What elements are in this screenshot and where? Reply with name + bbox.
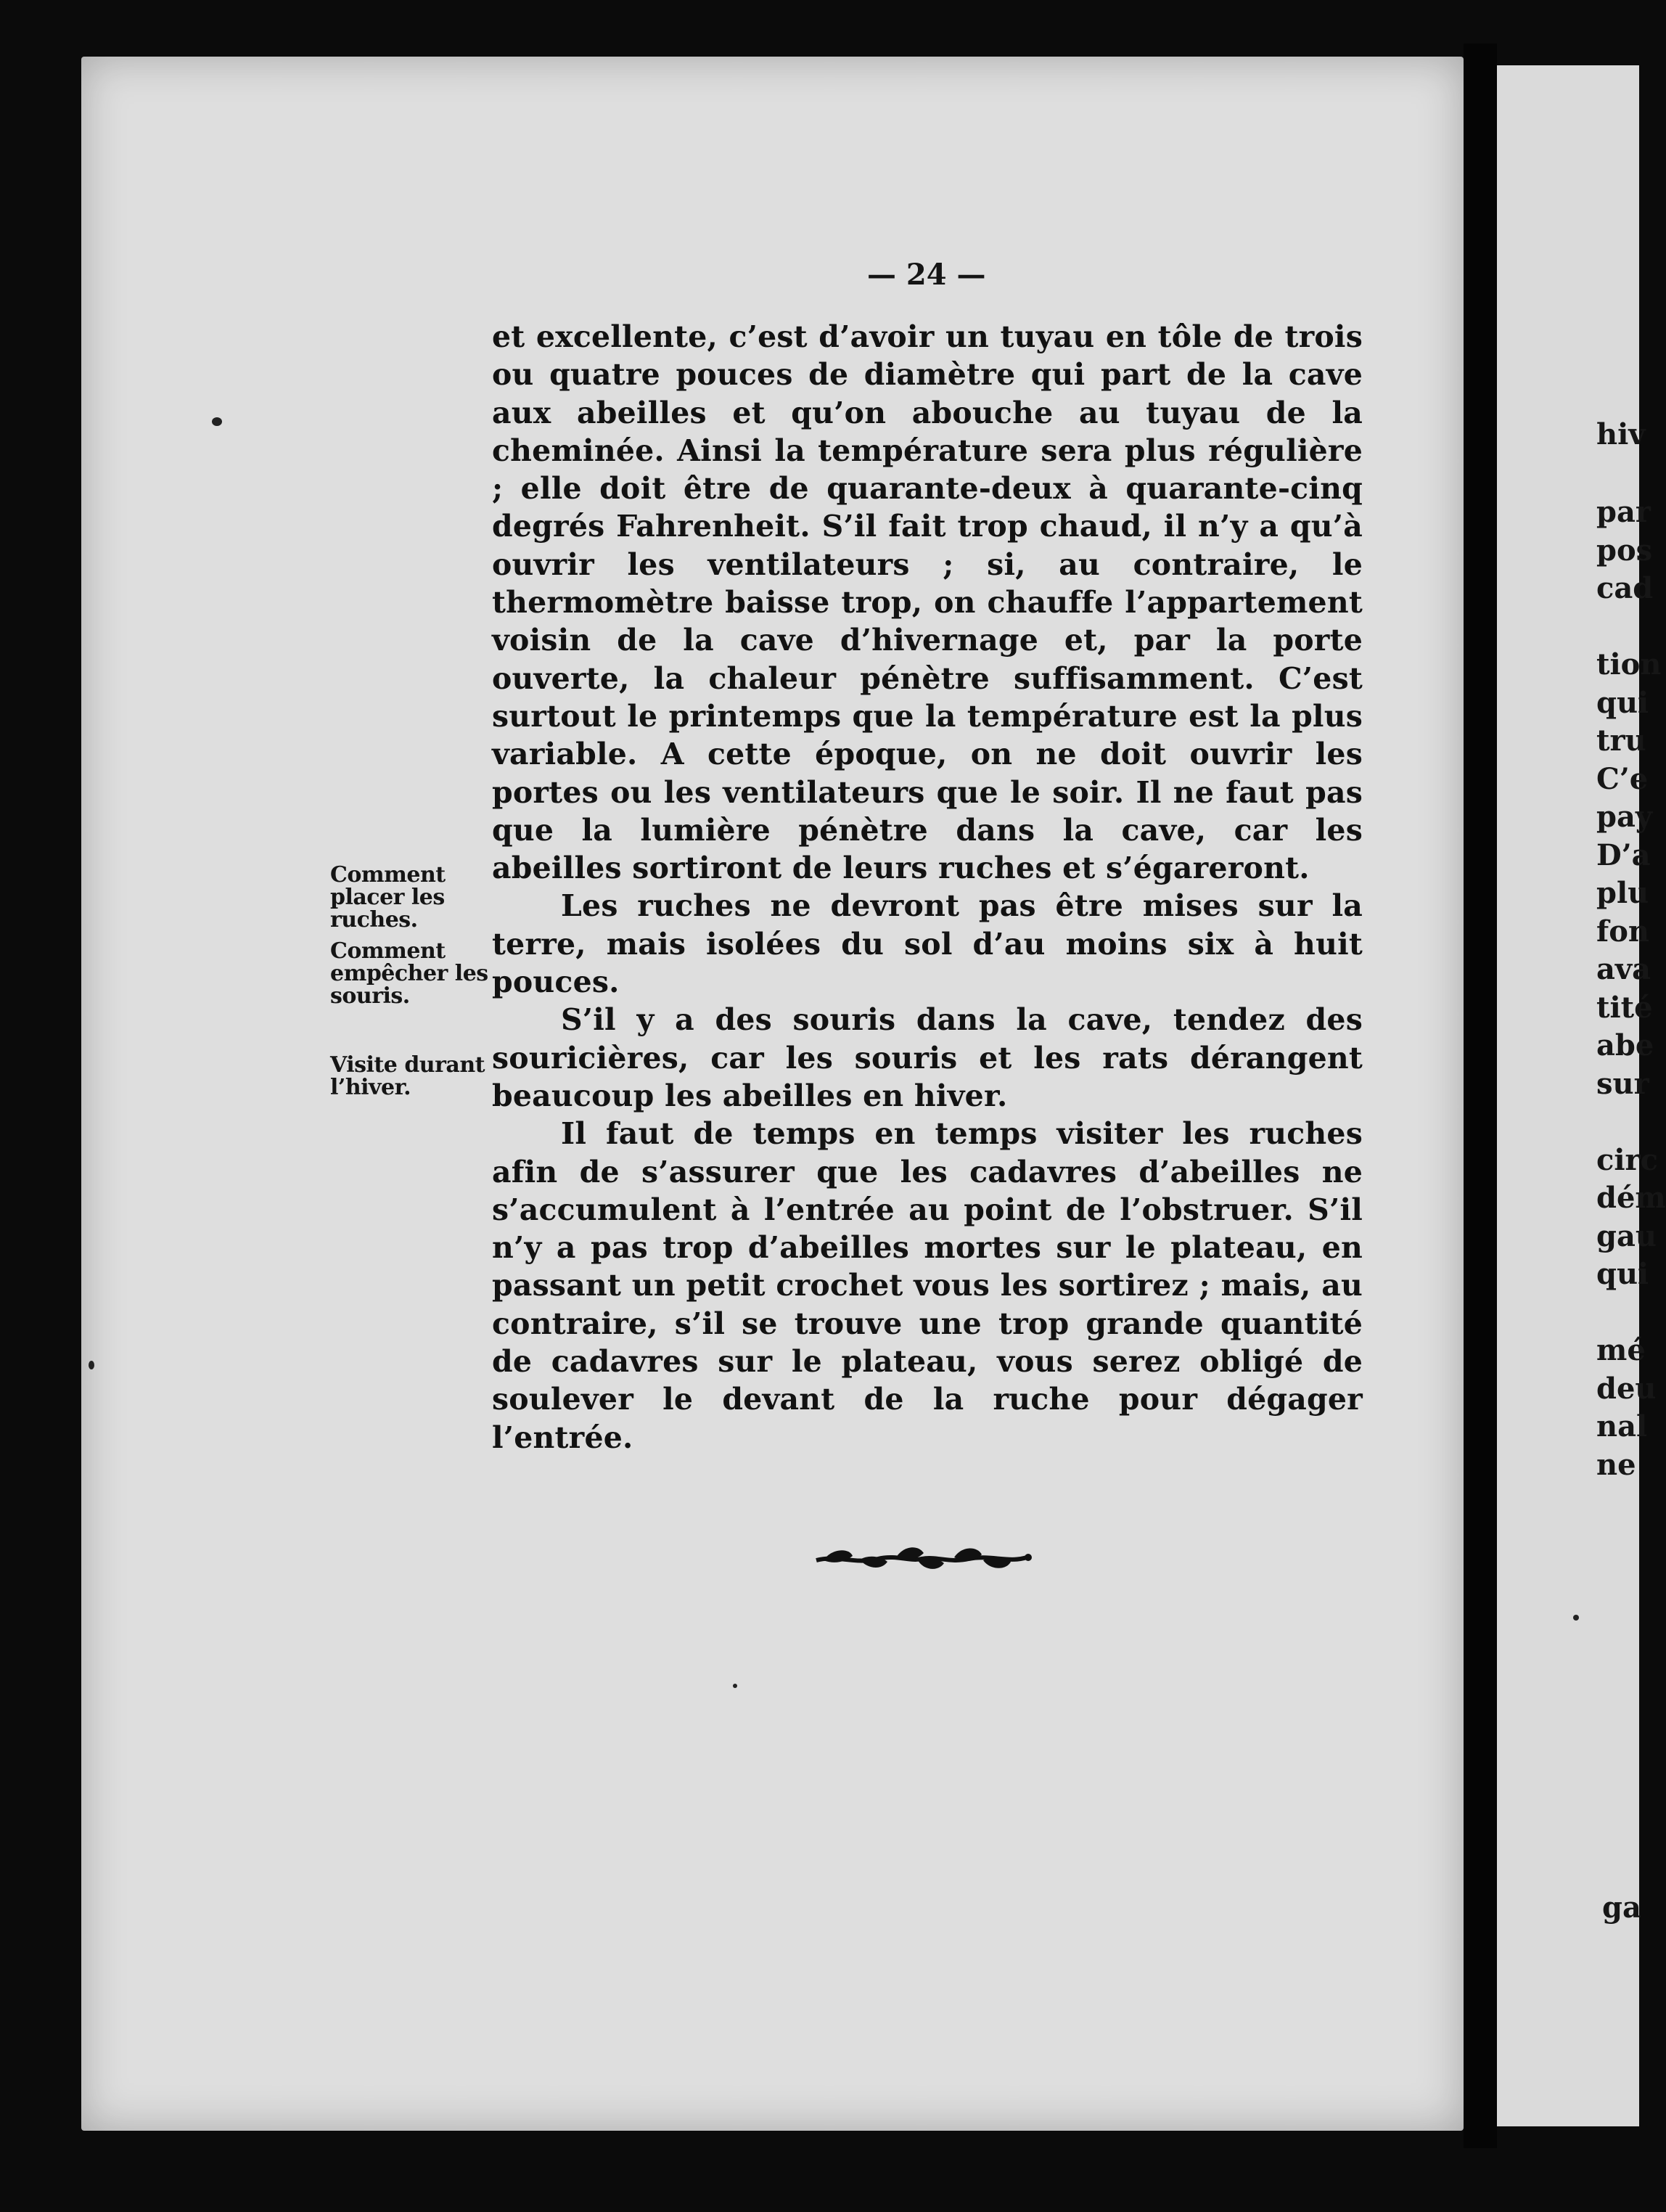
right-fragment: qui: [1596, 1257, 1649, 1291]
right-fragment: circ: [1596, 1142, 1658, 1177]
paragraph-2: Les ruches ne devront pas être mises sur la terre, mais isolées du sol d’au moins six à huit pouces.: [492, 888, 1363, 1000]
right-fragment: [1596, 1294, 1639, 1332]
right-fragment: nal: [1596, 1409, 1648, 1443]
ink-speck: [89, 1361, 94, 1369]
right-fragment: par: [1596, 495, 1651, 529]
main-text: [492, 318, 1363, 1457]
margin-note-mice: Comment empêcher les souris.: [330, 938, 488, 1009]
paragraph-3: S’il y a des souris dans la cave, tendez des souricières, car les souris et les rats dérangent beaucoup les abeilles en hiver.: [492, 1002, 1363, 1113]
right-fragment: tru: [1596, 724, 1646, 758]
right-page-heading-fragment: hiv: [1596, 417, 1646, 451]
margin-note-winter-visit: Visite durant l’hiver.: [330, 1052, 485, 1100]
right-fragment: plu: [1596, 876, 1649, 910]
right-page-footer-fragment: ga: [1602, 1891, 1641, 1925]
right-fragment: abe: [1596, 1028, 1654, 1062]
book-gutter: [1464, 44, 1497, 2148]
right-fragment: tion: [1596, 647, 1662, 681]
right-fragment: ava: [1596, 952, 1651, 986]
right-fragment: D’a: [1596, 837, 1651, 872]
right-page-text-fragments: [1596, 493, 1666, 1484]
right-fragment: qui: [1596, 685, 1649, 720]
ink-speck: [1573, 1615, 1579, 1621]
ink-speck: [733, 1684, 737, 1688]
paragraph-1: et excellente, c’est d’avoir un tuyau en tôle de trois ou quatre pouces de diamètre qui part de la cave aux abeilles et qu’on abouche au tuyau de la cheminée. Ainsi la température sera plus régulière ; elle doit être de quarante-deux à quarante-cinq degrés Fahrenheit. S’il fait trop chaud, il n’y a qu’à ouvrir les ventilateurs ; si, au contraire, le thermomètre baisse trop, on chauffe l’appartement voisin de la cave d’hivernage et, par la porte ouverte, la chaleur pénètre suffisamment. C’est surtout le printemps que la température est la plus variable. A cette époque, on ne doit ouvrir les portes ou les ventilateurs que le soir. Il ne faut pas que la lumière pénètre dans la cave, car les abeilles sortiront de leurs ruches et s’égareront.: [492, 319, 1363, 886]
right-fragment: cad: [1596, 571, 1654, 605]
right-fragment: deu: [1596, 1371, 1657, 1406]
right-fragment: ne: [1596, 1447, 1636, 1482]
right-fragment: [1596, 1103, 1639, 1142]
right-fragment: pos: [1596, 533, 1653, 568]
right-fragment: tité: [1596, 990, 1653, 1025]
page-number: — 24 —: [867, 258, 986, 292]
paragraph-4: Il faut de temps en temps visiter les ruches afin de s’assurer que les cadavres d’abeilles ne s’accumulent à l’entrée au point de l’obstruer. S’il n’y a pas trop d’abeilles mortes sur le plateau, en passant un petit crochet vous les sortirez ; mais, au contraire, s’il se trouve une trop grande quantité de cadavres sur le plateau, vous serez obligé de soulever le devant de la ruche pour dégager l’entrée.: [492, 1116, 1363, 1455]
right-fragment: mé: [1596, 1333, 1646, 1367]
margin-note-placement: Comment placer les ruches.: [330, 862, 446, 933]
right-fragment: pay: [1596, 800, 1653, 834]
right-fragment: dém: [1596, 1181, 1666, 1215]
right-fragment: fon: [1596, 914, 1649, 949]
floral-vine-ornament-icon: [809, 1540, 1034, 1576]
right-fragment: [1596, 608, 1639, 647]
right-fragment: gau: [1596, 1218, 1657, 1253]
right-fragment: sur: [1596, 1066, 1649, 1101]
right-fragment: C’e: [1596, 761, 1649, 796]
ink-speck: [212, 417, 222, 426]
